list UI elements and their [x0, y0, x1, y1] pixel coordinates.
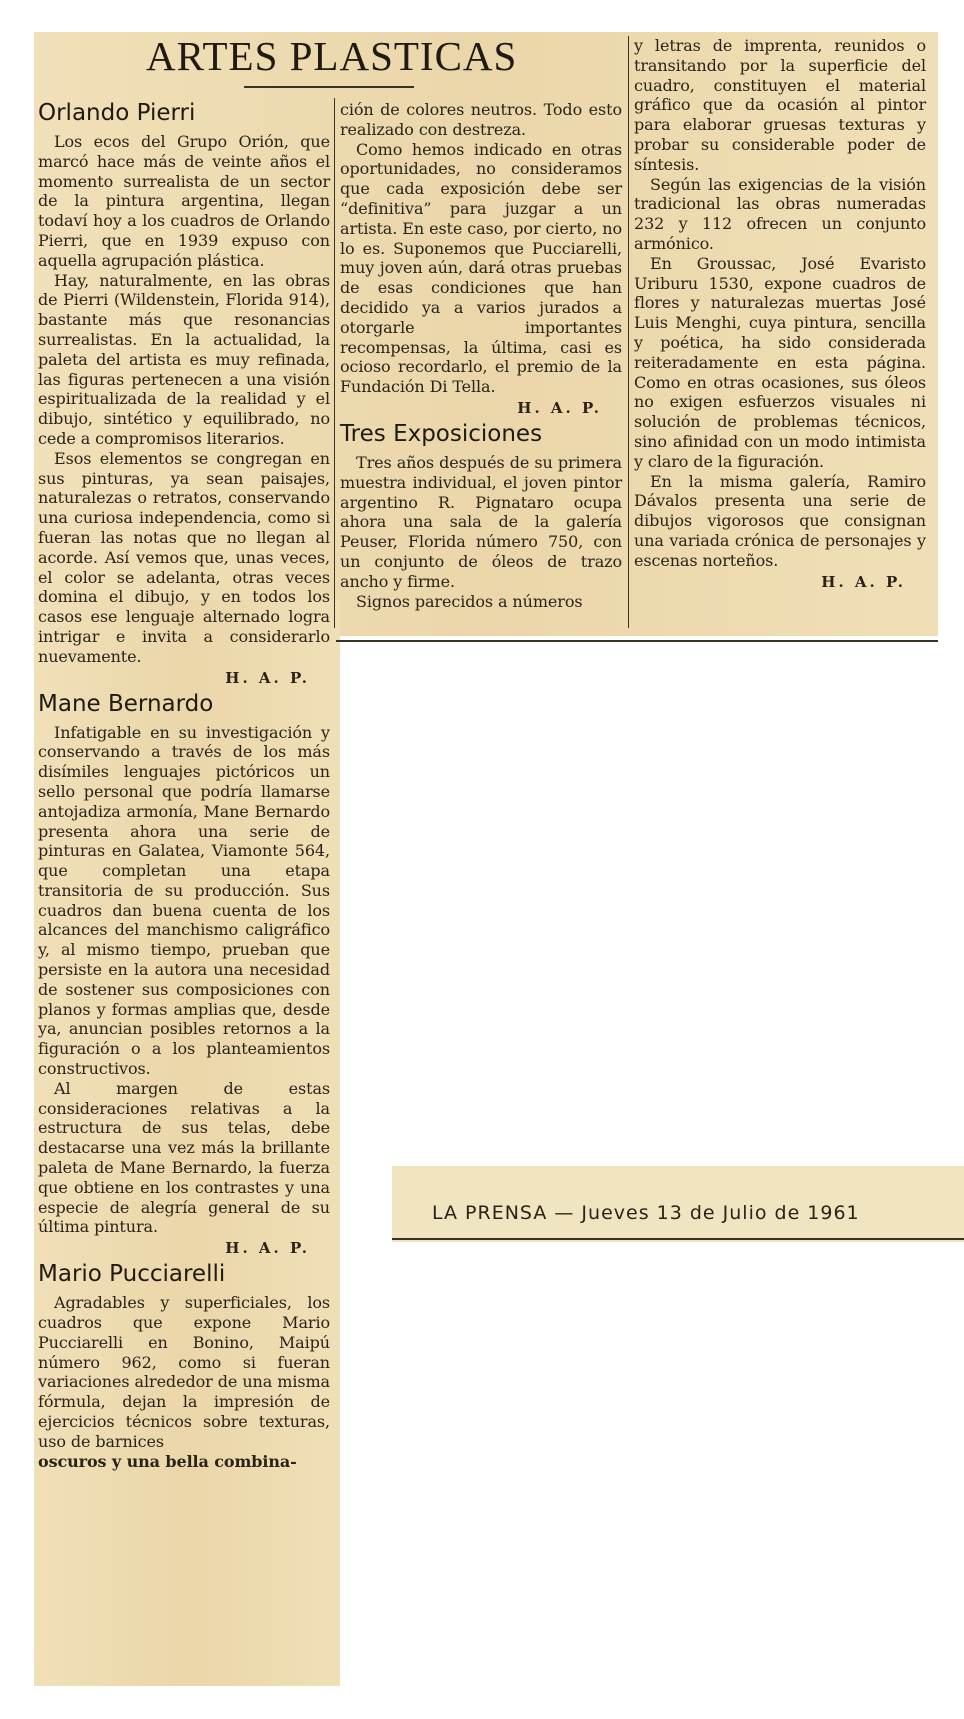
column-3	[634, 36, 926, 595]
column-1	[38, 98, 330, 1471]
strip-bottom-rule	[336, 640, 938, 642]
paragraph: Signos parecidos a números	[356, 591, 583, 611]
article-heading-orlando-pierri: Orlando Pierri	[38, 100, 196, 126]
paragraph-last-line: oscuros y una bella combina-	[38, 1451, 297, 1471]
paragraph: Como hemos indicado en otras oportunidades, no consideramos que cada exposición debe ser “definitiva” para juzgar a un artista. En este caso, por cierto, no lo es. Suponemos que Pucciarelli, muy joven aún, dará otras pruebas de esas condiciones que han decidido ya a varios jurados a otorgarle importantes recompensas, la última, casi es ocioso recordarlo, el premio de la Fundación Di Tella.	[340, 139, 622, 397]
footer-rule	[392, 1238, 964, 1240]
paragraph: En la misma galería, Ramiro Dávalos presenta una serie de dibujos vigorosos que consignan una variada crónica de personajes y escenas norteños.	[634, 471, 926, 570]
article-heading-mario-pucciarelli: Mario Pucciarelli	[38, 1261, 226, 1288]
section-title: ARTES PLASTICAS	[146, 33, 518, 79]
article-heading-mane-bernardo: Mane Bernardo	[38, 690, 214, 717]
signature: H. A. P.	[225, 668, 310, 687]
paragraph: Según las exigencias de la visión tradicional las obras numeradas 232 y 112 ofrecen un conjunto armónico.	[634, 174, 926, 253]
paragraph: En Groussac, José Evaristo Uriburu 1530, expone cuadros de flores y naturalezas muertas José Luis Menghi, cuya pintura, sencilla y poética, ha sido considerada reiteradamente en esta página. Como en otras ocasiones, sus óleos no exigen esfuerzos visuales ni solución de problemas técnicos, sino afinidad con un modo intimista y claro de la figuración.	[634, 253, 926, 471]
column-divider	[334, 98, 335, 628]
paragraph: Los ecos del Grupo Orión, que marcó hace más de veinte años el momento surrealista de un sector de la pintura argentina, llegan todaví hoy a los cuadros de Orlando Pierri, que en 1939 expuso con aquella agrupación plástica.	[38, 132, 330, 270]
paragraph: Tres años después de su primera muestra individual, el joven pintor argentino R. Pignataro ocupa ahora una sala de la galería Peuser, Florida número 750, con un conjunto de óleos de trazo ancho y firme.	[340, 452, 622, 591]
paragraph: Agradables y superficiales, los cuadros que expone Mario Pucciarelli en Bonino, Maipú número 962, como si fueran variaciones alrededor de una misma fórmula, dejan la impresión de ejercicios técnicos sobre texturas, uso de barnices	[38, 1293, 330, 1451]
title-rule	[244, 86, 414, 88]
paragraph: Al margen de estas consideraciones relativas a la estructura de sus telas, debe destacarse una vez más la brillante paleta de Mane Bernardo, la fuerza que obtiene en los contrastes y una especie de alegría general de su última pintura.	[38, 1078, 330, 1237]
signature: H. A. P.	[517, 398, 602, 417]
signature: H. A. P.	[821, 572, 906, 591]
paragraph: Hay, naturalmente, en las obras de Pierri (Wildenstein, Florida 914), bastante más que resonancias surrealistas. En la actualidad, la paleta del artista es muy refinada, las figuras pertenecen a una visión espiritualizada de la realidad y el dibujo, sintético y equilibrado, no cede a compromisos literarios.	[38, 270, 330, 448]
signature: H. A. P.	[225, 1239, 310, 1258]
paragraph: ción de colores neutros. Todo esto realizado con destreza.	[340, 100, 622, 139]
column-divider	[628, 36, 629, 628]
paragraph: Infatigable en su investigación y conservando a través de los más disímiles lenguajes pictóricos un sello personal que podría llamarse antojadiza armonía, Mane Bernardo presenta ahora una serie de pinturas en Galatea, Viamonte 564, que completan una etapa transitoria de su producción. Sus cuadros dan buena cuenta de los alcances del manchismo caligráfico y, al mismo tiempo, prueban que persiste en la autora una necesidad de sostener sus composiciones con planos y formas amplias que, desde ya, anuncian posibles retornos a la figuración o a los planteamientos constructivos.	[38, 722, 330, 1079]
paragraph: Esos elementos se congregan en sus pinturas, ya sean paisajes, naturalezas o retratos, conservando una curiosa independencia, como si fueran las notas que no llegan al acorde. Así vemos que, unas veces, el color se adelanta, otras veces domina el dibujo, y en todos los casos ese lenguaje alternado logra intrigar e invita a considerarlo nuevamente.	[38, 448, 330, 666]
article-heading-tres-exposiciones: Tres Exposiciones	[340, 420, 543, 447]
publication-date-line: LA PRENSA — Jueves 13 de Julio de 1961	[432, 1202, 860, 1224]
paragraph: y letras de imprenta, reunidos o transitando por la superficie del cuadro, constituyen el material gráfico que da ocasión al pintor para elaborar gruesas texturas y probar su considerable poder de síntesis.	[634, 36, 926, 174]
column-2	[340, 100, 622, 611]
